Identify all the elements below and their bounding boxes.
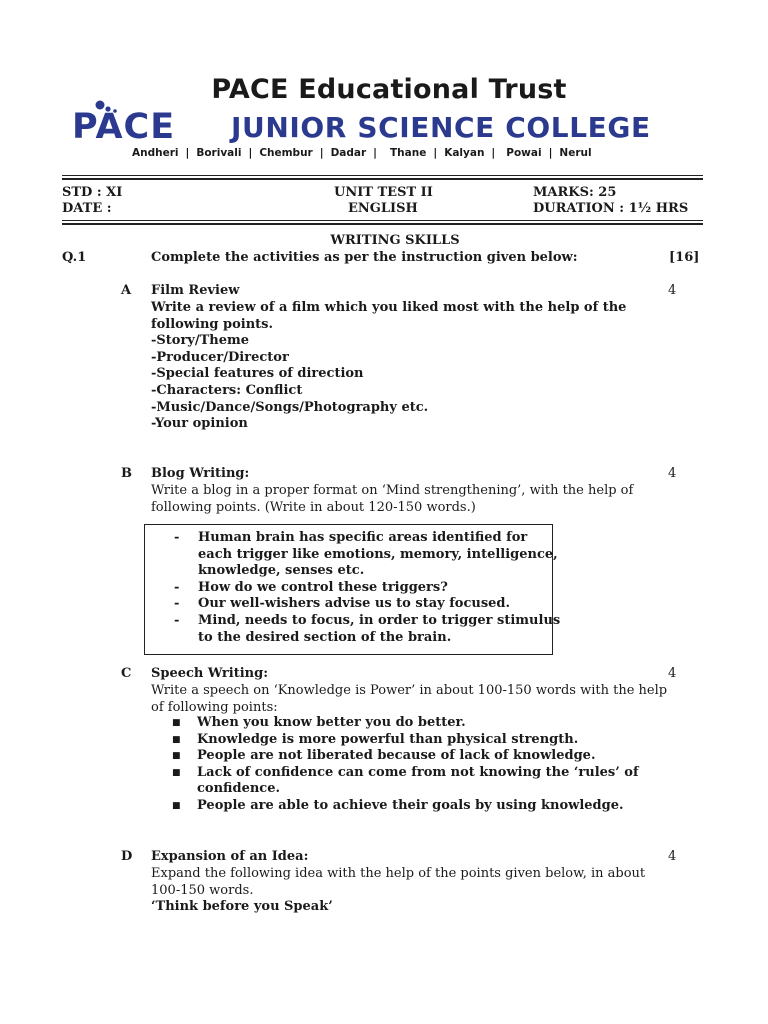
question-number: Q.1 bbox=[62, 250, 87, 265]
divider bbox=[62, 175, 703, 176]
test-name: UNIT TEST II bbox=[334, 185, 433, 200]
branch-item: Chembur bbox=[259, 147, 313, 159]
part-marks: 4 bbox=[668, 849, 677, 864]
list-item: - Human brain has specific areas identified for bbox=[174, 530, 528, 545]
part-line: of following points: bbox=[151, 699, 278, 715]
question-marks: [16] bbox=[669, 250, 700, 265]
branch-item: Dadar bbox=[330, 147, 367, 159]
list-item: - Our well-wishers advise us to stay focused. bbox=[174, 596, 511, 612]
branch-item: Nerul bbox=[559, 147, 592, 159]
divider bbox=[62, 178, 703, 180]
list-item: each trigger like emotions, memory, intelligence, bbox=[198, 546, 558, 562]
box-points bbox=[174, 530, 560, 646]
part-line: Write a blog in a proper format on ‘Mind strengthening’, with the help of bbox=[151, 483, 634, 498]
part-marks: 4 bbox=[668, 666, 677, 681]
list-item: to the desired section of the brain. bbox=[198, 629, 452, 645]
section-title: WRITING SKILLS bbox=[330, 233, 460, 248]
list-item: ■ Lack of confidence can come from not knowing the ‘rules’ of bbox=[172, 764, 639, 780]
date-label: DATE : bbox=[62, 201, 112, 216]
branch-item: Powai bbox=[506, 147, 542, 159]
idea-quote: ‘Think before you Speak’ bbox=[151, 899, 333, 915]
part-line: Write a speech on ‘Knowledge is Power’ in about 100-150 words with the help bbox=[151, 683, 668, 698]
college-header bbox=[72, 108, 692, 146]
part-line: -Special features of direction bbox=[151, 366, 364, 382]
branch-item: Borivali bbox=[196, 147, 242, 159]
marks-label: MARKS: 25 bbox=[533, 185, 617, 200]
list-item: - How do we control these triggers? bbox=[174, 579, 448, 595]
college-name: JUNIOR SCIENCE COLLEGE bbox=[231, 111, 651, 144]
divider bbox=[62, 223, 703, 225]
part-marks: 4 bbox=[668, 283, 677, 298]
list-item: ■ People are able to achieve their goals by using knowledge. bbox=[172, 797, 624, 813]
part-letter: A bbox=[121, 283, 132, 298]
branch-item: Thane bbox=[390, 147, 427, 159]
part-line: -Music/Dance/Songs/Photography etc. bbox=[151, 399, 429, 415]
list-item: knowledge, senses etc. bbox=[198, 563, 365, 579]
subject-name: ENGLISH bbox=[348, 201, 418, 216]
duration-label: DURATION : 1½ HRS bbox=[533, 201, 689, 216]
part-line: 100-150 words. bbox=[151, 882, 254, 898]
list-item: - Mind, needs to focus, in order to trigger stimulus bbox=[174, 612, 561, 628]
part-line: -Characters: Conflict bbox=[151, 383, 303, 398]
std-label: STD : XI bbox=[62, 185, 123, 200]
part-letter: C bbox=[121, 666, 132, 681]
list-item: ■ People are not liberated because of lack of knowledge. bbox=[172, 748, 596, 764]
part-letter: D bbox=[121, 849, 133, 864]
part-marks: 4 bbox=[668, 466, 677, 481]
part-line: Write a review of a film which you liked most with the help of the bbox=[151, 300, 627, 315]
part-title: Expansion of an Idea: bbox=[151, 849, 309, 864]
branch-item: Kalyan bbox=[444, 147, 485, 159]
list-item: confidence. bbox=[197, 781, 281, 797]
part-line: -Producer/Director bbox=[151, 349, 289, 365]
part-line: -Story/Theme bbox=[151, 333, 250, 349]
branch-item: Andheri bbox=[132, 147, 179, 159]
list-item: ■ When you know better you do better. bbox=[172, 715, 466, 730]
divider bbox=[62, 220, 703, 221]
pace-logo: PACE bbox=[72, 107, 176, 147]
part-letter: B bbox=[121, 466, 132, 481]
part-line: -Your opinion bbox=[151, 416, 248, 432]
part-title: Blog Writing: bbox=[151, 466, 250, 481]
branch-list: Andheri | Borivali | Chembur | Dadar | Thane | Kalyan | Powai | Nerul bbox=[132, 147, 592, 159]
part-title: Film Review bbox=[151, 283, 240, 298]
part-title: Speech Writing: bbox=[151, 666, 268, 681]
part-line: following points. (Write in about 120-150 words.) bbox=[151, 499, 476, 515]
question-instruction: Complete the activities as per the instruction given below: bbox=[151, 250, 578, 265]
speech-points bbox=[172, 715, 639, 815]
trust-name: PACE Educational Trust bbox=[211, 74, 567, 105]
part-line: following points. bbox=[151, 316, 274, 332]
list-item: ■ Knowledge is more powerful than physical strength. bbox=[172, 731, 579, 747]
part-line: Expand the following idea with the help of the points given below, in about bbox=[151, 866, 646, 881]
